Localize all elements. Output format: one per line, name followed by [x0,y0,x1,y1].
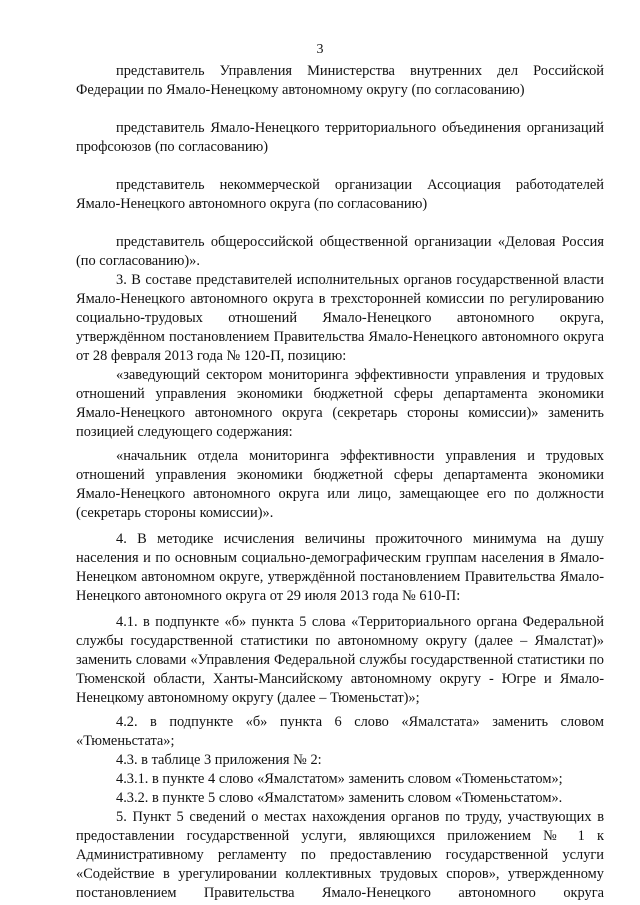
paragraph-3: представитель некоммерческой организации Ассоциация работодателей Ямало-Ненецкого автономного округа (по согласованию) [76,177,604,212]
paragraph-8: 4. В методике исчисления величины прожиточного минимума на душу населения и по основным социально-демографическим группам населения в Ямало-Ненецком автономном округе, утверждённой постановлением Правительства Ямало-Ненецкого автономного округа от 29 июля 2013 года № 610-П: [76,531,604,604]
paragraph-14: 5. Пункт 5 сведений о местах нахождения органов по труду, участвующих в предоставлении государственной услуги, являющихся приложением № 1 к Административному регламенту по предоставлению государственной услуги «Содействие в урегулировании коллективных трудовых споров», утвержденному постановлением Правительства Ямало-Ненецкого автономного округа [76,809,604,901]
paragraph-10: 4.2. в подпункте «б» пункта 6 слово «Ямалстата» заменить словом «Тюменьстата»; [76,714,604,749]
paragraph-9: 4.1. в подпункте «б» пункта 5 слова «Территориального органа Федеральной службы государственной статистики по автономному округу (далее – Ямалстат)» заменить словами «Управления Федеральной службы государственной статистики по Тюменской области, Ханты-Мансийскому автономному округу - Югре и Ямало-Ненецкому автономному округу (далее – Тюменьстат)»; [76,614,604,706]
page-number: 3 [316,42,324,57]
paragraph-6: «заведующий сектором мониторинга эффективности управления и трудовых отношений управления экономики бюджетной сферы департамента экономики Ямало-Ненецкого автономного округа (секретарь стороны комиссии)» заменить позицией следующего содержания: [76,367,604,440]
paragraph-7: «начальник отдела мониторинга эффективности управления и трудовых отношений управления экономики бюджетной сферы департамента экономики Ямало-Ненецкого автономного округа или лицо, замещающее его по должности (секретарь стороны комиссии)». [76,448,604,521]
paragraph-5: 3. В составе представителей исполнительных органов государственной власти Ямало-Ненецкого автономного округа в трехсторонней комиссии по регулированию социально-трудовых отношений Ямало-Ненецкого автономного округа, утверждённом постановлением Правительства Ямало-Ненецкого автономного округа от 28 февраля 2013 года № 120-П, позицию: [76,272,604,364]
paragraph-13: 4.3.2. в пункте 5 слово «Ямалстатом» заменить словом «Тюменьстатом». [116,790,563,806]
paragraph-12: 4.3.1. в пункте 4 слово «Ямалстатом» заменить словом «Тюменьстатом»; [116,771,563,787]
paragraph-1: представитель Управления Министерства внутренних дел Российской Федерации по Ямало-Ненецкому автономному округу (по согласованию) [76,63,604,98]
document-body [76,62,604,903]
paragraph-4: представитель общероссийской общественной организации «Деловая Россия (по согласованию)». [76,234,604,269]
paragraph-2: представитель Ямало-Ненецкого территориального объединения организаций профсоюзов (по согласованию) [76,120,604,155]
paragraph-11: 4.3. в таблице 3 приложения № 2: [116,752,322,768]
